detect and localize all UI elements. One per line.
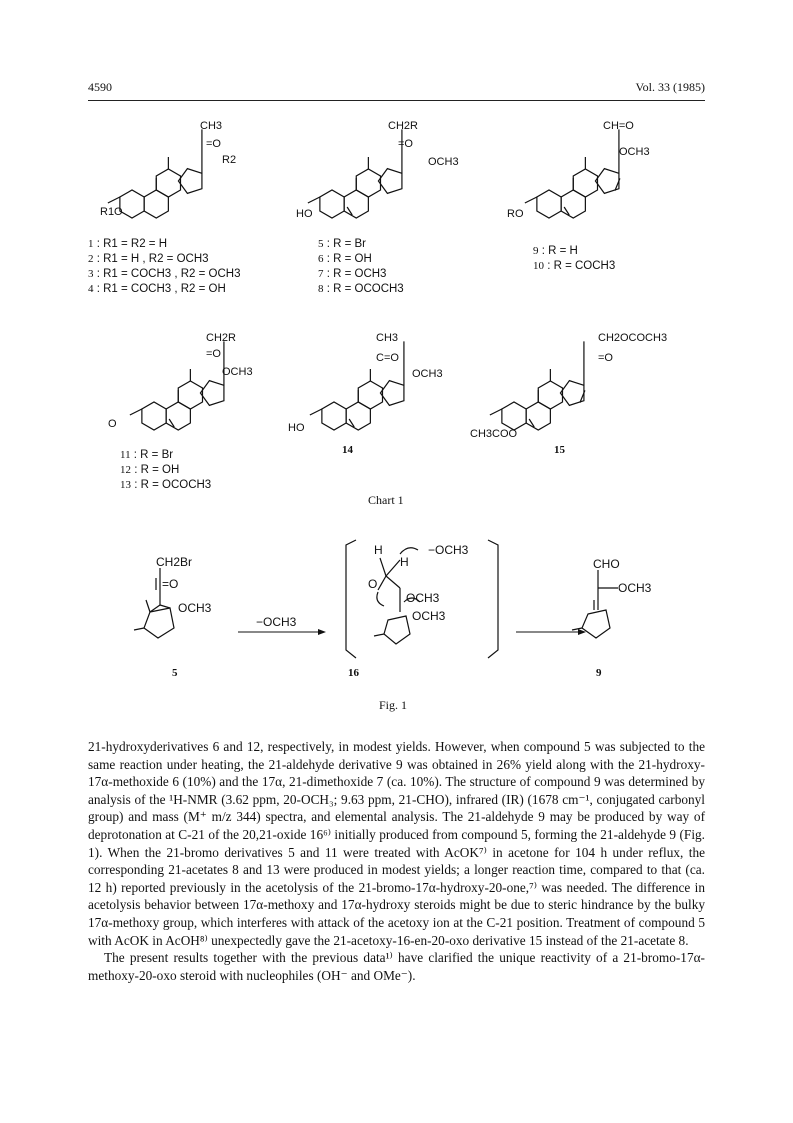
ring-six	[538, 381, 562, 409]
steroid-skeleton-15	[470, 330, 660, 440]
ring-six	[142, 402, 166, 430]
chart-caption: Chart 1	[368, 493, 404, 507]
c3-bond	[308, 197, 320, 203]
ring-substituent-14: HO	[288, 422, 305, 434]
skeleton-rings	[308, 129, 402, 218]
ring-six	[526, 402, 550, 430]
structure-15	[470, 330, 668, 445]
ring-six	[178, 381, 202, 409]
fig1-middle-ome1: OCH3	[406, 591, 440, 605]
ring-six	[344, 190, 368, 218]
list-compounds-11-13	[120, 448, 211, 493]
fig1-left-carbonyl: =O	[162, 577, 179, 591]
ring-six	[358, 381, 382, 409]
fig1-arrowhead-1	[318, 629, 326, 635]
structure-5	[288, 118, 478, 233]
list-compounds-9-10	[533, 244, 615, 274]
fig1-reagent: −OCH3	[256, 615, 297, 629]
list-item: 8 : R = OCOCH3	[318, 283, 404, 295]
c3-bond	[310, 409, 322, 415]
carbonyl-1: =O	[206, 138, 221, 150]
fig1-middle-h2: H	[400, 555, 409, 569]
substituent-top-1: CH3	[200, 120, 223, 132]
list-item: 9 : R = H	[533, 245, 578, 257]
list-item: 2 : R1 = H , R2 = OCH3	[88, 253, 209, 265]
substituent-ome-9: OCH3	[619, 146, 650, 158]
fig1-middle-h1: H	[374, 543, 383, 557]
paragraph-2: The present results together with the previous data¹⁾ have clarified the unique reactivity of a 21-bromo-17α-methoxy-20-oxo steroid with nucleophiles (OH⁻ and OMe⁻).	[88, 950, 705, 983]
ring-substituent-11: O	[108, 418, 117, 430]
c3-bond	[130, 409, 142, 415]
skeleton-rings	[490, 341, 585, 430]
ring-six	[537, 190, 561, 218]
list-item: 1 : R1 = R2 = H	[88, 238, 168, 250]
ring-five	[378, 169, 402, 194]
fig1-middle-o: O	[368, 577, 378, 591]
list-item: 13 : R = OCOCH3	[120, 479, 212, 491]
ring-six	[346, 402, 370, 430]
ring-five	[380, 381, 404, 406]
fig1-scheme	[88, 530, 708, 670]
substituent-ome-14: OCH3	[412, 368, 443, 380]
list-compounds-5-8	[318, 237, 404, 297]
ring-six	[166, 402, 190, 430]
ring-substituent-15: CH3COO	[470, 428, 518, 440]
ring-six	[322, 402, 346, 430]
ring-substituent-9: RO	[507, 208, 524, 220]
substituent-r2-1: R2	[222, 154, 237, 166]
ring-five	[178, 169, 202, 194]
list-item: 6 : R = OH	[318, 253, 372, 265]
compound-label-14: 14	[342, 444, 353, 456]
ring-six	[320, 190, 344, 218]
ring-six	[356, 169, 380, 197]
ring-five	[200, 381, 224, 406]
list-item: 3 : R1 = COCH3 , R2 = OCH3	[88, 268, 241, 280]
body-text	[88, 738, 705, 984]
substituent-top-11: CH2R	[206, 332, 236, 344]
list-item: 7 : R = OCH3	[318, 268, 387, 280]
carbonyl-5: =O	[398, 138, 413, 150]
ring-six	[144, 190, 168, 218]
skeleton-rings	[525, 129, 620, 218]
fig1-right-ome: OCH3	[618, 581, 652, 595]
compound-label-15: 15	[554, 444, 565, 456]
list-item: 5 : R = Br	[318, 238, 367, 250]
list-item: 10 : R = COCH3	[533, 260, 616, 272]
fig1-label-9: 9	[596, 667, 602, 679]
substituent-top-14: CH3	[376, 332, 399, 344]
fig1-right-molecule	[572, 570, 618, 638]
substituent-ome-5: OCH3	[428, 156, 459, 168]
ring-substituent-5: HO	[296, 208, 313, 220]
list-item: 4 : R1 = COCH3 , R2 = OH	[88, 283, 226, 295]
c3-bond	[525, 197, 537, 203]
structure-9	[505, 118, 705, 233]
fig1-left-top: CH2Br	[156, 555, 193, 569]
substituent-top-15: CH2OCOCH3	[598, 332, 668, 344]
journal-volume: Vol. 33 (1985)	[635, 80, 705, 94]
substituent-top-5: CH2R	[388, 120, 418, 132]
header-rule	[88, 100, 705, 101]
fig1-left-ome: OCH3	[178, 601, 212, 615]
page-number: 4590	[88, 80, 112, 94]
substituent-top-9: CH=O	[603, 120, 634, 132]
ring-six	[502, 402, 526, 430]
steroid-skeleton-11	[110, 330, 300, 440]
fig1-middle-ome2: OCH3	[412, 609, 446, 623]
paragraph-1: 21-hydroxyderivatives 6 and 12, respectively, in modest yields. However, when compound 5 was subjected to the same reaction under heating, the 21-aldehyde derivative 9 was obtained in 26% yield along with the 21-hydroxy-17α-methoxide 6 (10%) and the 17α, 21-dimethoxide 7 (ca. 10%). The structure of compound 9 was determined by analysis of the ¹H-NMR (3.62 ppm, 20-OCH₃; 9.63 ppm, 21-CHO), infrared (IR) (1678 cm⁻¹, conjugated carbonyl group) and mass (M⁺ m/z 344) spectra, and elemental analysis. The 21-aldehyde 9 may be produced by way of deprotonation at C-21 of the 20,21-oxide 16⁶⁾ initially produced from compound 5, forming the 21-aldehyde 9 (Fig. 1). When the 21-bromo derivatives 5 and 11 were treated with AcOK⁷⁾ in acetone for 104 h under reflux, the corresponding 21-acetates 8 and 13 were produced in modest yields; a longer reaction time, compared to that (ca. 12 h) reported previously in the acetolysis of the 21-bromo-17α-hydroxy-20-one,⁷⁾ was needed. The difference in acetolysis behavior between 17α-methoxy and 17α-hydroxy steroids might be due to steric hindrance by the bulky 17α-methoxy group, which interferes with attack of the acetoxy ion at the C-21 position. Treatment of compound 5 with AcOK in AcOH⁸⁾ unexpectedly gave the 21-acetoxy-16-en-20-oxo derivative 15 instead of the 21-acetate 8.	[88, 739, 705, 948]
steroid-skeleton-5	[288, 118, 478, 228]
fig1-label-16: 16	[348, 667, 359, 679]
ring-six	[561, 190, 585, 218]
structure-14	[290, 330, 480, 445]
carbonyl-11: =O	[206, 348, 221, 360]
carbonyl-14: C=O	[376, 352, 399, 364]
carbonyl-15: =O	[598, 352, 613, 364]
fig1-label-5: 5	[172, 667, 178, 679]
fig1-middle-nuc: −OCH3	[428, 543, 469, 557]
structure-11	[110, 330, 300, 445]
structure-1	[88, 118, 278, 233]
c3-bond	[490, 409, 502, 415]
list-compounds-1-4	[88, 237, 241, 297]
bracket-left	[346, 540, 356, 658]
list-item: 11 : R = Br	[120, 449, 174, 461]
ring-six	[573, 169, 597, 197]
fig1-caption: Fig. 1	[379, 698, 408, 712]
ring-six	[120, 190, 144, 218]
steroid-skeleton-14	[290, 330, 480, 440]
ring-six	[156, 169, 180, 197]
steroid-skeleton-9	[505, 118, 705, 228]
c3-bond	[108, 197, 120, 203]
bracket-right	[488, 540, 498, 658]
fig1-right-top: CHO	[593, 557, 620, 571]
ring-substituent-1: R1O	[100, 206, 123, 218]
list-item: 12 : R = OH	[120, 464, 180, 476]
skeleton-rings	[108, 129, 202, 218]
substituent-ome-11: OCH3	[222, 366, 253, 378]
